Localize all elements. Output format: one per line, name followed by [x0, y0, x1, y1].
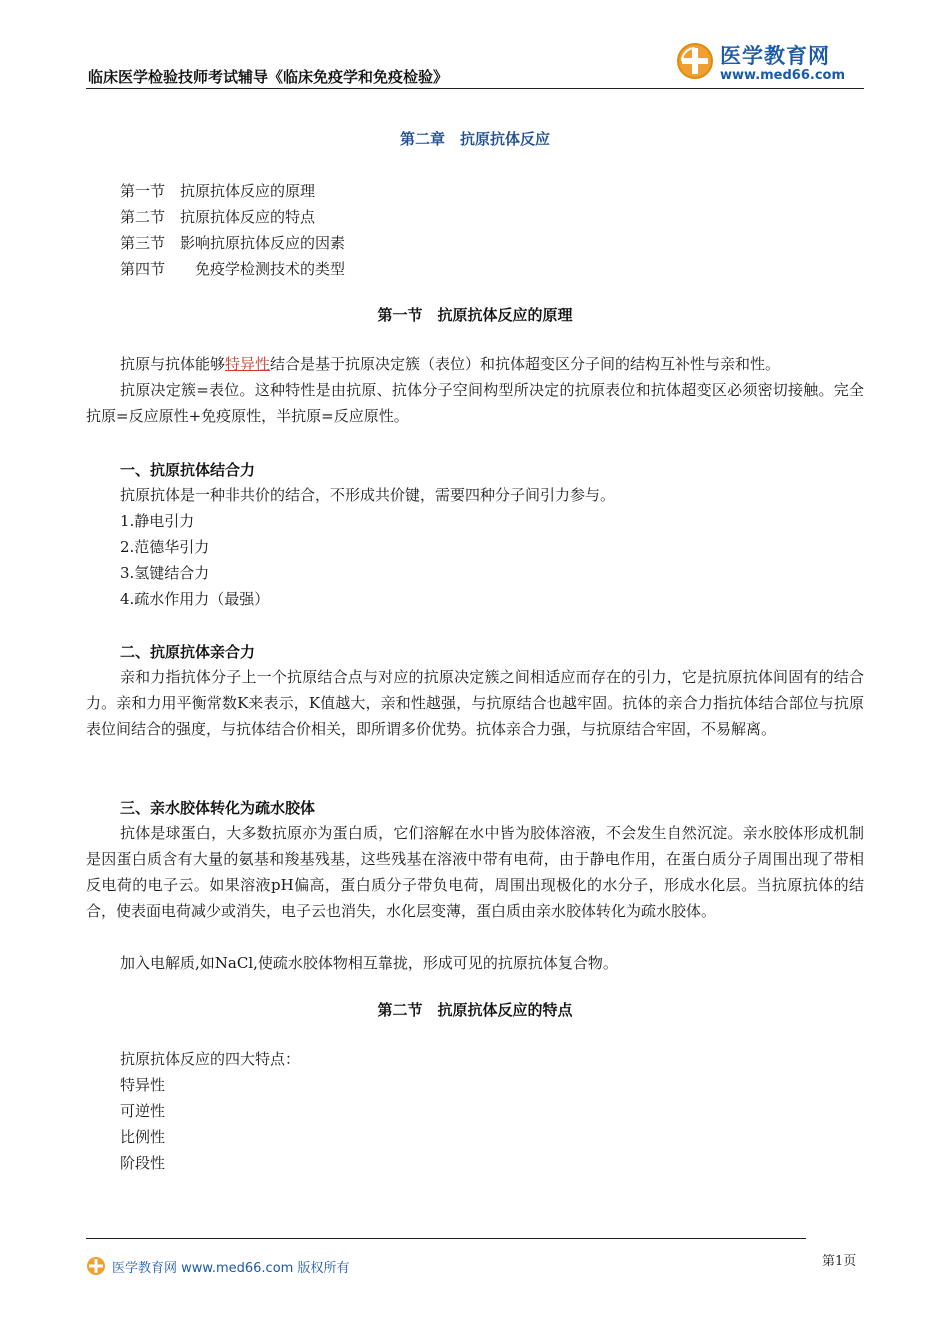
- toc-item: 第二节 抗原抗体反应的特点: [120, 208, 316, 226]
- paragraph: 加入电解质,如NaCl,使疏水胶体物相互靠拢，形成可见的抗原抗体复合物。: [120, 954, 618, 972]
- paragraph: 抗体是球蛋白，大多数抗原亦为蛋白质，它们溶解在水中皆为胶体溶液，不会发生自然沉淀。亲水胶体形成机制是因蛋白质含有大量的氨基和羧基残基，这些残基在溶液中带有电荷，由于静电作用，在蛋白质分子周围出现了带相反电荷的电子云。如果溶液pH偏高，蛋白质分子带负电荷，周围出现极化的水分子，形成水化层。当抗原抗体的结合，使表面电荷减少或消失，电子云也消失，水化层变薄，蛋白质由亲水胶体转化为疏水胶体。: [86, 824, 864, 920]
- subsection-heading: 二、抗原抗体亲合力: [120, 643, 256, 661]
- table-of-contents: [120, 178, 345, 282]
- paragraph: 抗原决定簇=表位。这种特性是由抗原、抗体分子空间构型所决定的抗原表位和抗体超变区必须密切接触。完全抗原=反应原性+免疫原性，半抗原=反应原性。: [86, 381, 864, 425]
- section2-body: [120, 1046, 300, 1176]
- logo-name: 医学教育网: [720, 44, 830, 68]
- list-item: 1.静电引力: [120, 512, 195, 530]
- subsection-heading: 一、抗原抗体结合力: [120, 461, 256, 479]
- highlighted-term: 特异性: [225, 355, 271, 373]
- toc-item: 第一节 抗原抗体反应的原理: [120, 182, 316, 200]
- toc-item: 第三节 影响抗原抗体反应的因素: [120, 234, 346, 252]
- footer-divider: [86, 1238, 806, 1239]
- med66-logo-icon: [676, 42, 714, 80]
- list-item: 比例性: [120, 1128, 166, 1146]
- chapter-title: 第二章 抗原抗体反应: [399, 130, 550, 148]
- header-title: 临床医学检验技师考试辅导《临床免疫学和免疫检验》: [88, 68, 449, 86]
- list-item: 4.疏水作用力（最强）: [120, 590, 270, 608]
- paragraph: 亲和力指抗体分子上一个抗原结合点与对应的抗原决定簇之间相适应而存在的引力，它是抗原抗体间固有的结合力。亲和力用平衡常数K来表示，K值越大，亲和性越强，与抗原结合也越牢固。抗体的亲合力指抗体结合部位与抗原表位间结合的强度，与抗体结合价相关，即所谓多价优势。抗体亲合力强，与抗原结合牢固，不易解离。: [86, 668, 864, 738]
- med66-logo-icon: [86, 1256, 106, 1276]
- subsection-heading: 三、亲水胶体转化为疏水胶体: [120, 799, 316, 817]
- list-item: 阶段性: [120, 1154, 166, 1172]
- section-title: 第二节 抗原抗体反应的特点: [377, 1001, 573, 1019]
- list-item: 3.氢键结合力: [120, 564, 210, 582]
- part1-body: [120, 482, 615, 612]
- site-logo[interactable]: [676, 40, 866, 86]
- text-span: 抗原与抗体能够: [120, 355, 226, 373]
- paragraph: 抗原抗体是一种非共价的结合，不形成共价键，需要四种分子间引力参与。: [120, 486, 616, 504]
- logo-url[interactable]: www.med66.com: [720, 68, 846, 83]
- list-item: 可逆性: [120, 1102, 166, 1120]
- text-span: 结合是基于抗原决定簇（表位）和抗体超变区分子间的结构互补性与亲和性。: [270, 355, 781, 373]
- paragraph: 抗原抗体反应的四大特点：: [120, 1050, 301, 1068]
- section-title: 第一节 抗原抗体反应的原理: [377, 306, 573, 324]
- header-divider: [86, 88, 864, 89]
- paragraph: [86, 351, 864, 377]
- toc-item: 第四节 免疫学检测技术的类型: [120, 260, 346, 278]
- list-item: 2.范德华引力: [120, 538, 210, 556]
- footer-copyright[interactable]: 医学教育网 www.med66.com 版权所有: [112, 1261, 350, 1276]
- list-item: 特异性: [120, 1076, 166, 1094]
- page-number: 第1页: [822, 1254, 857, 1269]
